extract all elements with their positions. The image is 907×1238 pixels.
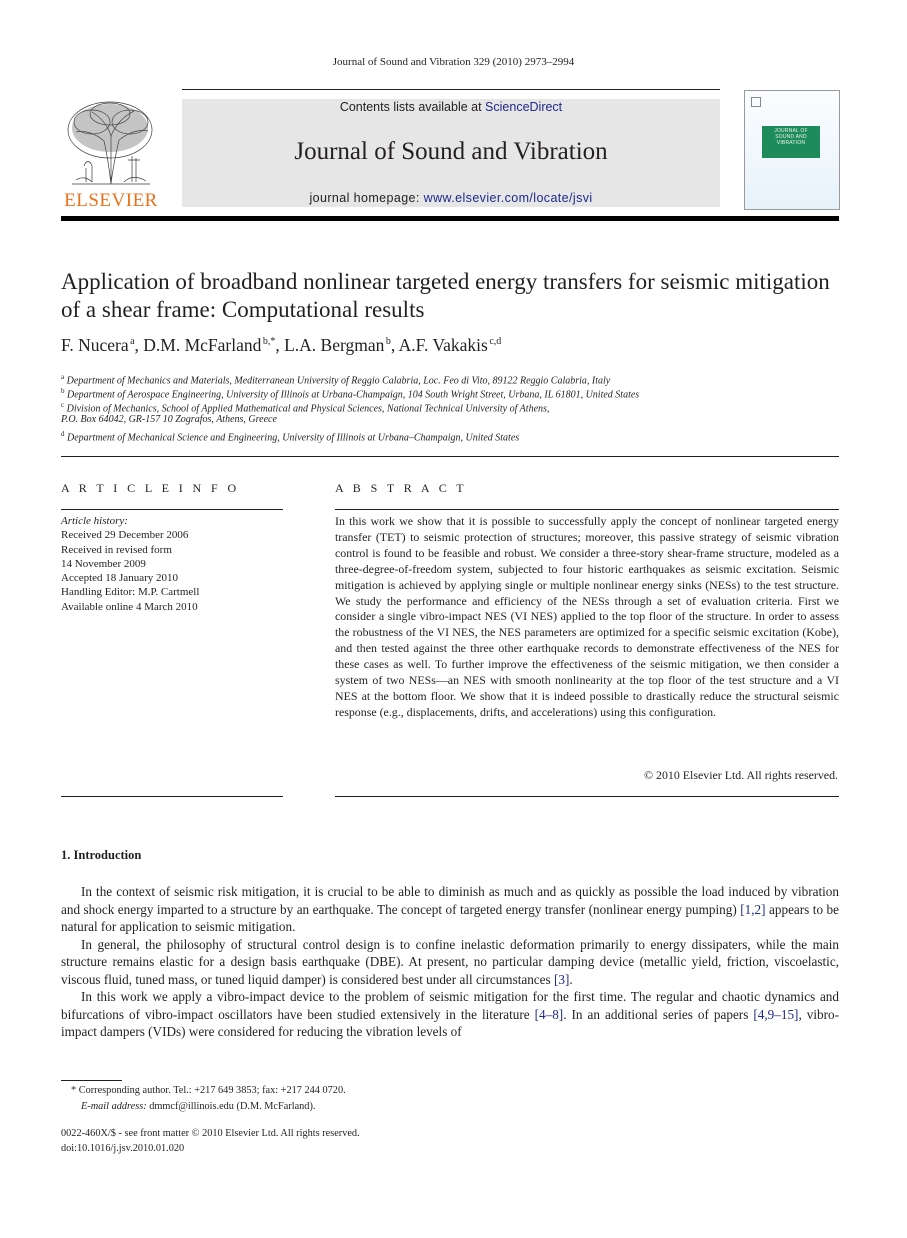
abstract-bottom-rule <box>335 796 839 797</box>
author-name: D.M. McFarland <box>143 335 262 355</box>
paragraph-text: , vibro-impact dampers (VIDs) were considered for reducing the vibration levels of <box>61 1006 840 1039</box>
author-name: L.A. Bergman <box>284 335 385 355</box>
abstract-heading: A B S T R A C T <box>335 481 468 495</box>
author-name: A.F. Vakakis <box>398 335 488 355</box>
email-note <box>61 1099 346 1115</box>
author-name: F. Nucera <box>61 335 129 355</box>
affiliation-text: Department of Mechanics and Materials, Mediterranean University of Reggio Calabria, Loc. Feo di Vito, 89122 Reggio Calabria, Italy <box>66 375 611 387</box>
citation-link[interactable]: [1,2] <box>740 901 766 917</box>
affiliation <box>61 427 519 445</box>
affiliation-mark: b <box>61 387 65 395</box>
history-line: 14 November 2009 <box>61 557 146 570</box>
sciencedirect-link[interactable]: ScienceDirect <box>485 100 563 114</box>
history-line: Received in revised form <box>61 543 172 556</box>
issn-line: 0022-460X/$ - see front matter © 2010 Elsevier Ltd. All rights reserved. <box>61 1128 360 1139</box>
citation-link[interactable]: [4,9–15] <box>753 1006 799 1022</box>
history-label: Article history: <box>61 515 128 527</box>
author-affiliation-mark: a <box>130 336 135 348</box>
cover-logo-icon <box>751 97 761 107</box>
corresponding-author-note: * Corresponding author. Tel.: +217 649 3853; fax: +217 244 0720. <box>71 1085 346 1096</box>
article-info-heading: A R T I C L E I N F O <box>61 481 240 495</box>
paragraph <box>61 936 839 989</box>
homepage-link[interactable]: www.elsevier.com/locate/jsvi <box>423 191 593 205</box>
paragraph <box>61 883 839 936</box>
elsevier-wordmark: ELSEVIER <box>64 190 158 211</box>
article-title: Application of broadband nonlinear targeted energy transfers for seismic mitigation of a shear frame: Computational results <box>61 269 830 322</box>
affiliation-text: Department of Mechanical Science and Engineering, University of Illinois at Urbana–Champaign, United States <box>67 432 520 444</box>
email-address[interactable]: dmmcf@illinois.edu (D.M. McFarland). <box>146 1101 316 1112</box>
author-affiliation-mark: b <box>385 336 391 348</box>
paragraph <box>61 988 839 1041</box>
paragraph-text: . <box>569 971 573 987</box>
paragraph-text: In the context of seismic risk mitigation, it is crucial to be able to diminish as much and as quickly as possible the load induced by vibration and shock energy imparted to a structure by an earthquake. The concept of targeted energy transfer (nonlinear energy pumping) <box>61 884 839 917</box>
article-history <box>61 514 199 614</box>
paragraph-text: In general, the philosophy of structural control design is to confine inelastic deformation primarily to energy dissipaters, while the main structure remains elastic for a design basis earthquake (DBE). At present, no particular damping device (metallic yield, friction, viscoelastic, viscous fluid, tuned mass, or tuned liquid damper) is considered best under all circumstances <box>61 936 839 987</box>
paragraph-text: In this work we apply a vibro-impact device to the problem of seismic mitigation for the first time. The regular and chaotic dynamics and bifurcations of vibro-impact oscillators have been studied extensively in the literature <box>61 989 839 1022</box>
footnote-rule <box>61 1080 122 1081</box>
author-list: F. Nucera $^a$, D.M. McFarland $^{b,*}$, L.A. Bergman $^b$, A.F. Vakakis $^{c,d}$ <box>61 335 502 355</box>
affiliation-mark: a <box>61 373 65 381</box>
header-thick-rule <box>61 216 839 221</box>
history-line: Accepted 18 January 2010 <box>61 572 178 585</box>
journal-name: Journal of Sound and Vibration <box>294 138 608 165</box>
author-affiliation-mark: c,d <box>489 336 502 348</box>
affiliation-mark: c <box>61 401 65 409</box>
introduction-body <box>61 883 839 1041</box>
affiliation-mark: d <box>61 430 65 438</box>
section-heading-introduction: 1. Introduction <box>61 848 142 862</box>
affiliation-rule <box>61 456 839 457</box>
email-label: E-mail address: <box>81 1101 147 1112</box>
history-line: Received 29 December 2006 <box>61 529 189 542</box>
history-line: Available online 4 March 2010 <box>61 600 198 613</box>
paragraph-text: . In an additional series of papers <box>563 1006 754 1022</box>
cover-title: JOURNAL OF SOUND AND VIBRATION <box>774 128 808 146</box>
affiliation-text: Division of Mechanics, School of Applied Mathematical and Physical Sciences, National Technical University of Athens, <box>66 403 550 415</box>
affiliation <box>61 413 277 427</box>
author-affiliation-mark[interactable]: b,* <box>262 336 276 348</box>
history-line: Handling Editor: M.P. Cartmell <box>61 586 200 599</box>
doi-line[interactable]: doi:10.1016/j.jsv.2010.01.020 <box>61 1143 185 1154</box>
footnote <box>61 1083 346 1115</box>
article-info-bottom-rule <box>61 796 283 797</box>
copyright-line: © 2010 Elsevier Ltd. All rights reserved. <box>644 768 838 782</box>
citation-link[interactable]: [3] <box>553 971 570 987</box>
homepage-line <box>182 191 720 205</box>
front-matter <box>61 1126 360 1156</box>
running-head: Journal of Sound and Vibration 329 (2010) 2973–2994 <box>332 56 575 68</box>
homepage-prefix: journal homepage: <box>309 191 424 205</box>
article-info-rule <box>61 509 283 510</box>
citation-link[interactable]: [4–8] <box>534 1006 564 1022</box>
affiliation-text: Department of Aerospace Engineering, University of Illinois at Urbana-Champaign, 104 South Wright Street, Urbana, IL 61801, United States <box>67 389 640 401</box>
abstract-text: In this work we show that it is possible to successfully apply the concept of nonlinear targeted energy transfer (TET) to seismic protection of structures; moreover, this passive strategy of seismic vibration control is found to be feasible and robust. We consider a three-story shear-frame structure, modeled as a three-degree-of-freedom system, subjected to four historic earthquakes as seismic excitation. Seismic mitigation is achieved by applying single or multiple nonlinear energy sinks (NESs) to the test structure. We study the performance and efficiency of the NESs through a set of evaluation criteria. First we consider a single vibro-impact NES (VI NES) applied to the top floor of the structure. In order to assess the robustness of the VI NES, the NES parameters are optimized for a specific seismic excitation (Kobe), and then tested against the three other earthquake records to demonstrate effectiveness of the NES for these cases as well. To further improve the effectiveness of the seismic mitigation, we then consider a system of two NESs—an NES with smooth nonlinearity at the top floor of the test structure and a VI NES at the bottom floor. We show that it is indeed possible to drastically reduce the structural seismic response (e.g., displacements, drifts, and accelerations) using this configuration. <box>335 514 839 719</box>
masthead-top-rule <box>182 89 720 90</box>
paragraph-text: appears to be natural for application to seismic mitigation. <box>61 901 839 934</box>
contents-line <box>182 100 720 114</box>
contents-prefix: Contents lists available at <box>339 100 486 114</box>
abstract-rule <box>335 509 839 510</box>
affiliation-text: P.O. Box 64042, GR-157 10 Zografos, Athens, Greece <box>61 414 277 425</box>
